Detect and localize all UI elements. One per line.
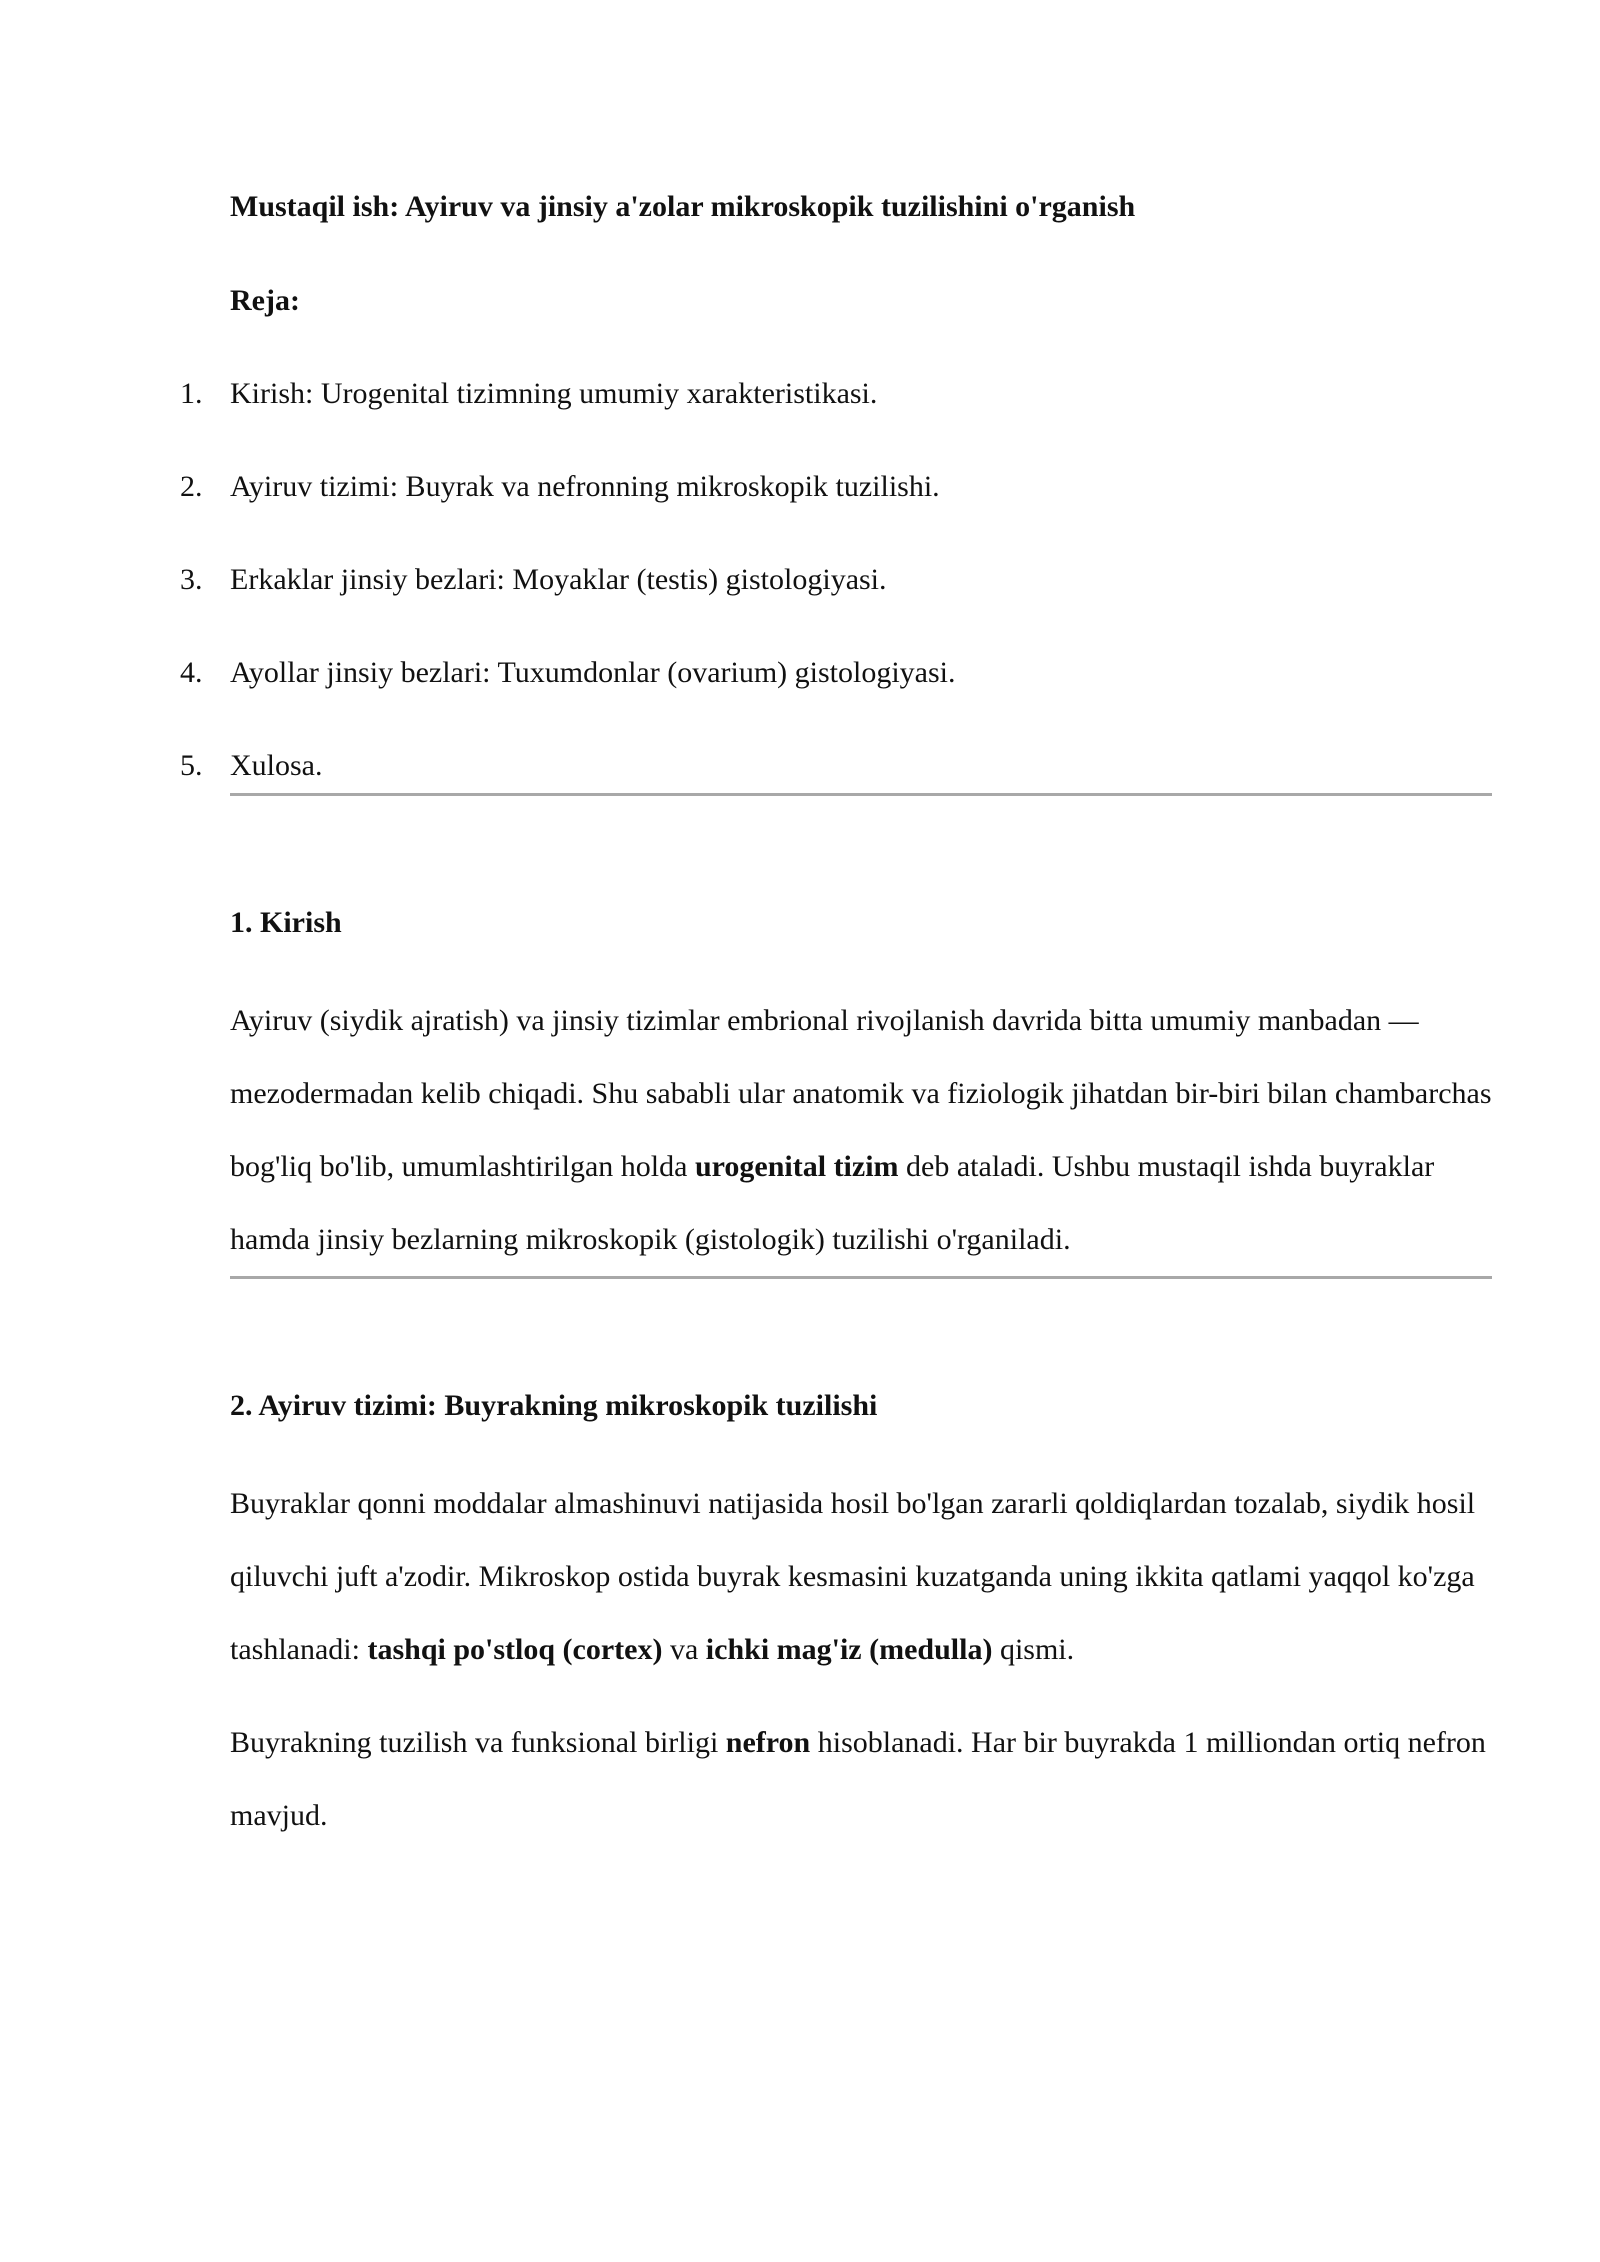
document-title: Mustaqil ish: Ayiruv va jinsiy a'zolar mikroskopik tuzilishini o'rganish (230, 190, 1136, 223)
plan-item-text: Xulosa. (230, 749, 323, 782)
text-run: Ayiruv (siydik ajratish) va jinsiy tizimlar embrional rivojlanish davrida bitta umumiy manbadan — mezodermadan kelib chiqadi. Shu sababli ular anatomik va fiziologik jihatdan bir-biri bilan chambarchas bog'liq bo'lib, umumlashtirilgan holda (230, 1004, 1492, 1183)
plan-item-number: 1. (180, 377, 203, 410)
bold-term: urogenital tizim (694, 1150, 899, 1183)
text-run: Buyraklar qonni moddalar almashinuvi natijasida hosil bo'lgan zararli qoldiqlardan tozalab, siydik hosil qiluvchi juft a'zodir. Mikroskop ostida buyrak kesmasini kuzatganda uning ikkita qatlami yaqqol ko'zga tashlanadi: (230, 1487, 1476, 1666)
bold-term: ichki mag'iz (medulla) (705, 1633, 993, 1666)
text-run: deb ataladi. Ushbu mustaqil ishda buyraklar hamda jinsiy bezlarning mikroskopik (gistologik) tuzilishi o'rganiladi. (230, 1150, 1435, 1256)
plan-label: Reja: (230, 284, 300, 317)
section-2-paragraph-1 (230, 1467, 1492, 1686)
section-divider (230, 1276, 1492, 1279)
text-run: Buyrakning tuzilish va funksional birligi (230, 1726, 726, 1759)
text-run: qismi. (992, 1633, 1075, 1666)
plan-item (180, 460, 1492, 514)
document-content (180, 180, 1492, 1852)
text-run: va (662, 1633, 706, 1666)
plan-item-text: Kirish: Urogenital tizimning umumiy xarakteristikasi. (230, 377, 878, 410)
section-divider (230, 793, 1492, 796)
plan-item (180, 367, 1492, 421)
plan-item-text: Erkaklar jinsiy bezlari: Moyaklar (testis) gistologiyasi. (230, 563, 887, 596)
plan-item (180, 553, 1492, 607)
plan-list (180, 367, 1492, 793)
plan-item-text: Ayollar jinsiy bezlari: Tuxumdonlar (ovarium) gistologiyasi. (230, 656, 956, 689)
section-1-paragraph (230, 984, 1492, 1276)
plan-item-number: 3. (180, 563, 203, 596)
plan-item-number: 5. (180, 749, 203, 782)
bold-term: tashqi po'stloq (cortex) (367, 1633, 663, 1666)
plan-item (180, 646, 1492, 700)
plan-item-text: Ayiruv tizimi: Buyrak va nefronning mikroskopik tuzilishi. (230, 470, 940, 503)
plan-item-number: 2. (180, 470, 203, 503)
section-1-heading: 1. Kirish (230, 906, 342, 939)
plan-item (180, 739, 1492, 793)
text-run: hisoblanadi. Har bir buyrakda 1 milliondan ortiq nefron mavjud. (230, 1726, 1486, 1832)
plan-item-number: 4. (180, 656, 203, 689)
section-2-paragraph-2 (230, 1706, 1492, 1852)
bold-term: nefron (725, 1726, 811, 1759)
section-2-heading: 2. Ayiruv tizimi: Buyrakning mikroskopik tuzilishi (230, 1389, 878, 1422)
